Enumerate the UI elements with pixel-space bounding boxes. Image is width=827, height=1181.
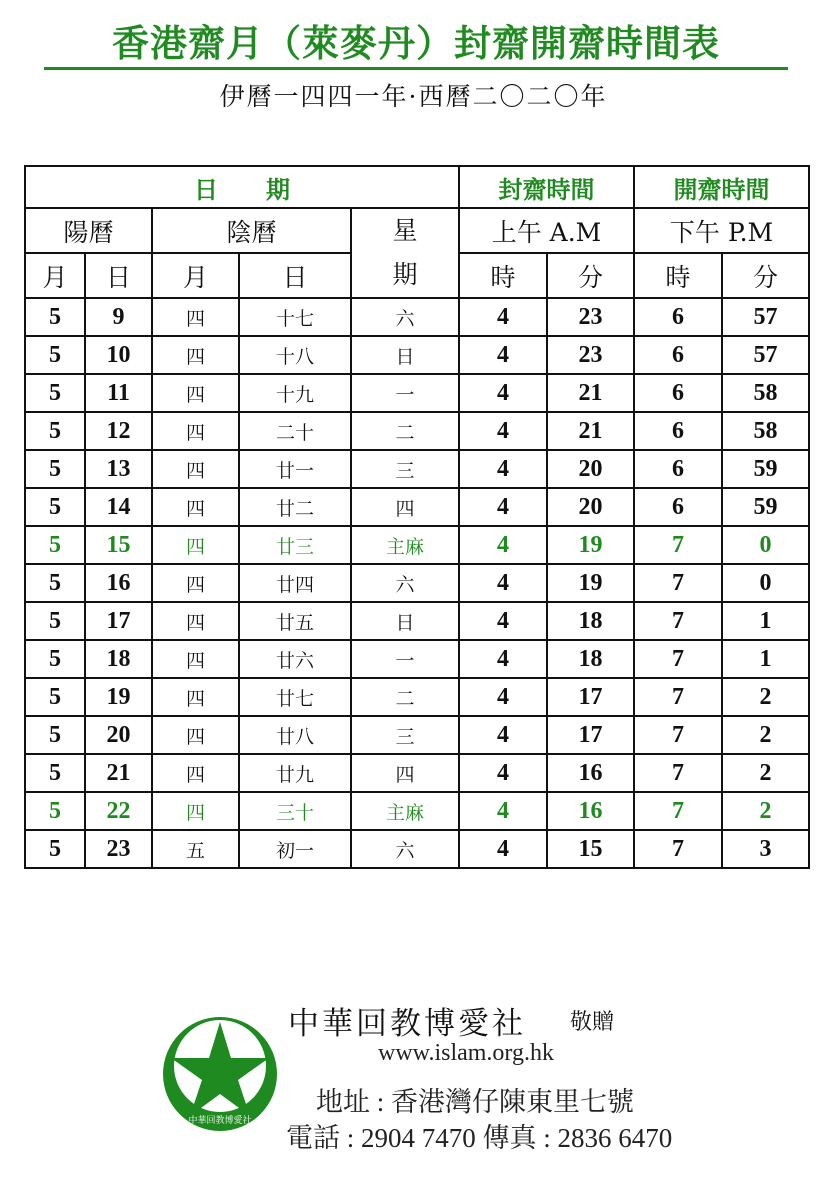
solar-day-cell: 15 — [85, 526, 152, 564]
am-minute-cell: 16 — [547, 792, 634, 830]
solar-day-cell: 23 — [85, 830, 152, 868]
solar-month-cell: 5 — [25, 450, 85, 488]
am-hour-cell: 4 — [459, 830, 547, 868]
lunar-month-cell: 四 — [152, 792, 239, 830]
table-row — [25, 488, 809, 526]
solar-month-cell: 5 — [25, 412, 85, 450]
lunar-month-cell: 四 — [152, 678, 239, 716]
pm-hour-cell: 6 — [634, 412, 722, 450]
solar-day-cell: 17 — [85, 602, 152, 640]
phone-fax: 電話 : 2904 7470 傳真 : 2836 6470 — [286, 1123, 673, 1153]
pm-minute-cell: 57 — [722, 336, 809, 374]
lunar-month-cell: 四 — [152, 336, 239, 374]
solar-month-header: 月 — [25, 253, 85, 298]
pm-hour-cell: 7 — [634, 526, 722, 564]
lunar-month-cell: 四 — [152, 374, 239, 412]
solar-month-cell: 5 — [25, 526, 85, 564]
table-row — [25, 412, 809, 450]
weekday-cell: 四 — [351, 488, 459, 526]
table-row — [25, 754, 809, 792]
am-hour-cell: 4 — [459, 716, 547, 754]
lunar-day-cell: 廿九 — [239, 754, 351, 792]
lunar-day-cell: 廿七 — [239, 678, 351, 716]
solar-month-cell: 5 — [25, 374, 85, 412]
star-crescent-logo-icon — [162, 1016, 278, 1132]
am-minute-cell: 19 — [547, 564, 634, 602]
solar-day-cell: 22 — [85, 792, 152, 830]
fast-end-header: 開齋時間 — [634, 166, 809, 208]
pm-minute-cell: 2 — [722, 716, 809, 754]
solar-day-cell: 12 — [85, 412, 152, 450]
am-minute-header: 分 — [547, 253, 634, 298]
pm-hour-cell: 6 — [634, 450, 722, 488]
lunar-day-cell: 廿三 — [239, 526, 351, 564]
am-minute-cell: 18 — [547, 602, 634, 640]
pm-hour-cell: 7 — [634, 640, 722, 678]
pm-minute-cell: 58 — [722, 374, 809, 412]
table-row — [25, 564, 809, 602]
pm-hour-cell: 7 — [634, 678, 722, 716]
table-row — [25, 640, 809, 678]
am-hour-cell: 4 — [459, 374, 547, 412]
solar-day-header: 日 — [85, 253, 152, 298]
am-hour-cell: 4 — [459, 678, 547, 716]
table-row — [25, 678, 809, 716]
lunar-day-cell: 二十 — [239, 412, 351, 450]
am-hour-cell: 4 — [459, 526, 547, 564]
am-hour-cell: 4 — [459, 792, 547, 830]
lunar-day-cell: 十七 — [239, 298, 351, 336]
table-row — [25, 526, 809, 564]
weekday-header-top: 星 — [392, 216, 418, 245]
ramadan-schedule-table — [24, 165, 810, 869]
address: 地址 : 香港灣仔陳東里七號 — [316, 1087, 635, 1117]
lunar-day-cell: 初一 — [239, 830, 351, 868]
weekday-cell: 三 — [351, 716, 459, 754]
pm-hour-cell: 6 — [634, 298, 722, 336]
group-header-row — [25, 166, 809, 208]
am-minute-cell: 19 — [547, 526, 634, 564]
solar-day-cell: 16 — [85, 564, 152, 602]
weekday-cell: 六 — [351, 830, 459, 868]
weekday-cell: 六 — [351, 564, 459, 602]
lunar-month-header: 月 — [152, 253, 239, 298]
am-hour-cell: 4 — [459, 336, 547, 374]
am-hour-cell: 4 — [459, 450, 547, 488]
am-minute-cell: 18 — [547, 640, 634, 678]
lunar-day-cell: 廿八 — [239, 716, 351, 754]
weekday-cell: 二 — [351, 678, 459, 716]
pm-minute-cell: 2 — [722, 678, 809, 716]
table-row — [25, 336, 809, 374]
lunar-day-cell: 十九 — [239, 374, 351, 412]
pm-minute-cell: 0 — [722, 564, 809, 602]
lunar-day-cell: 廿六 — [239, 640, 351, 678]
solar-month-cell: 5 — [25, 640, 85, 678]
am-hour-cell: 4 — [459, 488, 547, 526]
solar-day-cell: 11 — [85, 374, 152, 412]
lunar-day-header: 日 — [239, 253, 351, 298]
am-minute-cell: 23 — [547, 336, 634, 374]
logo-text: 中華回教博愛社 — [188, 1116, 252, 1126]
pm-minute-cell: 0 — [722, 526, 809, 564]
weekday-cell: 日 — [351, 336, 459, 374]
am-minute-cell: 17 — [547, 678, 634, 716]
am-hour-header: 時 — [459, 253, 547, 298]
pm-hour-cell: 7 — [634, 754, 722, 792]
website-link[interactable]: www.islam.org.hk — [378, 1040, 554, 1066]
lunar-month-cell: 四 — [152, 564, 239, 602]
am-minute-cell: 15 — [547, 830, 634, 868]
weekday-cell: 一 — [351, 374, 459, 412]
pm-minute-cell: 59 — [722, 450, 809, 488]
pm-minute-cell: 2 — [722, 754, 809, 792]
am-hour-cell: 4 — [459, 640, 547, 678]
am-minute-cell: 16 — [547, 754, 634, 792]
pm-hour-cell: 6 — [634, 488, 722, 526]
lunar-month-cell: 四 — [152, 412, 239, 450]
pm-header: 下午 P.M — [634, 208, 809, 253]
lunar-month-cell: 四 — [152, 754, 239, 792]
lunar-day-cell: 三十 — [239, 792, 351, 830]
pm-minute-cell: 3 — [722, 830, 809, 868]
am-header: 上午 A.M — [459, 208, 634, 253]
solar-day-cell: 21 — [85, 754, 152, 792]
page-title: 香港齋月（萊麥丹）封齋開齋時間表 — [112, 22, 720, 65]
lunar-month-cell: 四 — [152, 526, 239, 564]
date-group-header: 日 期 — [25, 166, 459, 208]
lunar-month-cell: 四 — [152, 716, 239, 754]
weekday-cell: 二 — [351, 412, 459, 450]
weekday-header-bottom: 期 — [392, 260, 418, 289]
pm-minute-cell: 2 — [722, 792, 809, 830]
lunar-month-cell: 四 — [152, 298, 239, 336]
pm-minute-cell: 59 — [722, 488, 809, 526]
am-minute-cell: 17 — [547, 716, 634, 754]
solar-month-cell: 5 — [25, 678, 85, 716]
lunar-month-cell: 四 — [152, 488, 239, 526]
table-row — [25, 830, 809, 868]
solar-month-cell: 5 — [25, 564, 85, 602]
solar-month-cell: 5 — [25, 336, 85, 374]
pm-hour-cell: 7 — [634, 716, 722, 754]
weekday-cell: 六 — [351, 298, 459, 336]
pm-hour-cell: 7 — [634, 830, 722, 868]
solar-month-cell: 5 — [25, 716, 85, 754]
table-row — [25, 450, 809, 488]
lunar-month-cell: 五 — [152, 830, 239, 868]
am-hour-cell: 4 — [459, 564, 547, 602]
organization-name: 中華回教博愛社 — [288, 1006, 526, 1042]
solar-day-cell: 18 — [85, 640, 152, 678]
table-row — [25, 298, 809, 336]
weekday-cell: 主麻 — [351, 526, 459, 564]
table-row — [25, 602, 809, 640]
am-minute-cell: 20 — [547, 450, 634, 488]
weekday-cell: 主麻 — [351, 792, 459, 830]
pm-minute-cell: 58 — [722, 412, 809, 450]
lunar-day-cell: 廿一 — [239, 450, 351, 488]
pm-hour-cell: 7 — [634, 792, 722, 830]
am-hour-cell: 4 — [459, 412, 547, 450]
pm-hour-cell: 6 — [634, 374, 722, 412]
table-row — [25, 716, 809, 754]
am-minute-cell: 21 — [547, 374, 634, 412]
am-minute-cell: 20 — [547, 488, 634, 526]
solar-day-cell: 13 — [85, 450, 152, 488]
lunar-month-cell: 四 — [152, 450, 239, 488]
solar-day-cell: 19 — [85, 678, 152, 716]
pm-minute-cell: 57 — [722, 298, 809, 336]
fast-start-header: 封齋時間 — [459, 166, 634, 208]
am-hour-cell: 4 — [459, 754, 547, 792]
solar-month-cell: 5 — [25, 298, 85, 336]
weekday-cell: 一 — [351, 640, 459, 678]
am-hour-cell: 4 — [459, 298, 547, 336]
weekday-cell: 三 — [351, 450, 459, 488]
solar-day-cell: 9 — [85, 298, 152, 336]
pm-hour-cell: 6 — [634, 336, 722, 374]
am-minute-cell: 21 — [547, 412, 634, 450]
lunar-day-cell: 廿二 — [239, 488, 351, 526]
pm-minute-header: 分 — [722, 253, 809, 298]
solar-day-cell: 10 — [85, 336, 152, 374]
table-row — [25, 792, 809, 830]
lunar-day-cell: 十八 — [239, 336, 351, 374]
solar-day-cell: 20 — [85, 716, 152, 754]
pm-hour-header: 時 — [634, 253, 722, 298]
solar-month-cell: 5 — [25, 754, 85, 792]
year-subtitle: 伊曆一四四一年·西曆二〇二〇年 — [219, 82, 608, 111]
solar-month-cell: 5 — [25, 602, 85, 640]
solar-month-cell: 5 — [25, 792, 85, 830]
weekday-cell: 四 — [351, 754, 459, 792]
lunar-month-cell: 四 — [152, 640, 239, 678]
solar-month-cell: 5 — [25, 830, 85, 868]
lunar-calendar-header: 陰曆 — [152, 208, 351, 253]
weekday-cell: 日 — [351, 602, 459, 640]
weekday-header — [351, 208, 459, 298]
pm-hour-cell: 7 — [634, 602, 722, 640]
pm-minute-cell: 1 — [722, 640, 809, 678]
solar-month-cell: 5 — [25, 488, 85, 526]
lunar-day-cell: 廿四 — [239, 564, 351, 602]
gift-note: 敬贈 — [570, 1010, 615, 1035]
pm-hour-cell: 7 — [634, 564, 722, 602]
lunar-day-cell: 廿五 — [239, 602, 351, 640]
am-hour-cell: 4 — [459, 602, 547, 640]
sub-header-row — [25, 208, 809, 253]
pm-minute-cell: 1 — [722, 602, 809, 640]
solar-calendar-header: 陽曆 — [25, 208, 152, 253]
solar-day-cell: 14 — [85, 488, 152, 526]
table-row — [25, 374, 809, 412]
lunar-month-cell: 四 — [152, 602, 239, 640]
title-underline — [44, 67, 788, 70]
am-minute-cell: 23 — [547, 298, 634, 336]
